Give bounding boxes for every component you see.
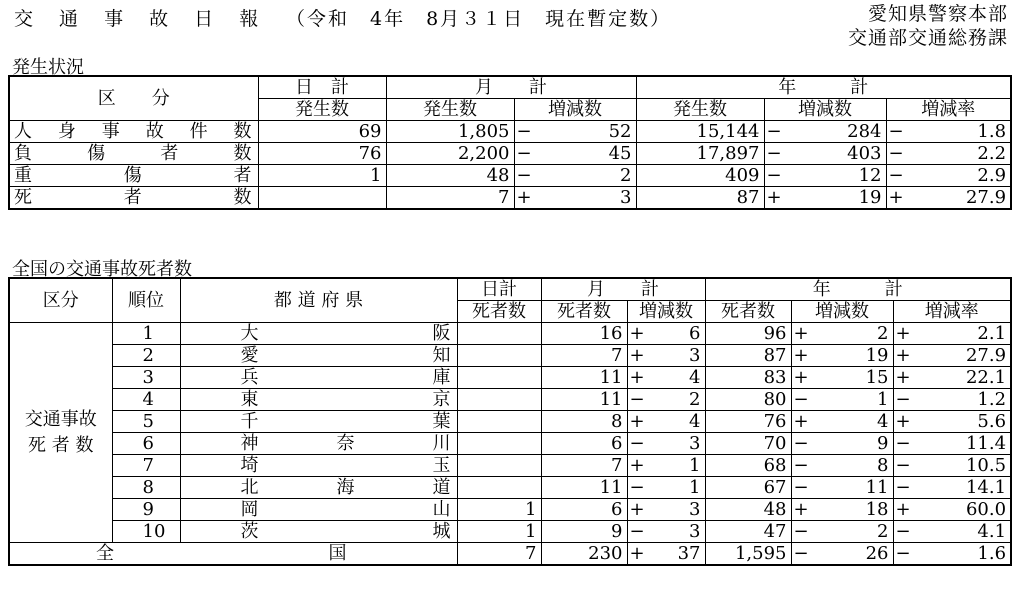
organization	[848, 2, 1008, 50]
yearly-chg: 284	[782, 121, 886, 143]
prefecture-name: 兵庫	[180, 367, 457, 389]
yearly-rate: 1.8	[904, 121, 1011, 143]
rate-sign: −	[893, 521, 911, 543]
yearly-occ: 17,897	[636, 143, 764, 165]
yearly-dead: 87	[705, 345, 791, 367]
monthly-dead: 7	[541, 345, 627, 367]
occurrence-row	[9, 121, 1011, 143]
rank: 2	[112, 345, 180, 367]
row-label: 重傷者	[9, 165, 258, 187]
prefecture-row	[9, 499, 1011, 521]
yearly-sign: +	[791, 499, 809, 521]
yearly-dead: 76	[705, 411, 791, 433]
header-monthly: 月 計	[386, 76, 636, 99]
yearly-chg: 1	[809, 389, 893, 411]
prefecture-row	[9, 411, 1011, 433]
monthly-sign: +	[627, 411, 645, 433]
subheader-daily-occ: 発生数	[258, 99, 386, 121]
monthly-chg: 6	[645, 323, 705, 345]
section-title-occurrence: 発生状況	[12, 57, 84, 78]
rate-sign: +	[893, 499, 911, 521]
yearly-sign: −	[791, 433, 809, 455]
rate-sign: −	[893, 455, 911, 477]
rank: 6	[112, 433, 180, 455]
org-line-1: 愛知県警察本部	[867, 3, 1008, 25]
monthly-chg: 3	[645, 521, 705, 543]
monthly-occ: 48	[386, 165, 514, 187]
yearly-sign: −	[791, 455, 809, 477]
prefecture-name: 岡山	[180, 499, 457, 521]
monthly-chg: 2	[532, 165, 636, 187]
monthly-dead: 6	[541, 433, 627, 455]
prefecture-name: 埼玉	[180, 455, 457, 477]
yearly-occ: 87	[636, 187, 764, 210]
rate-sign: −	[886, 165, 904, 187]
monthly-dead: 9	[541, 521, 627, 543]
monthly-sign: +	[627, 345, 645, 367]
header-daily: 日 計	[258, 76, 386, 99]
monthly-sign: −	[514, 121, 532, 143]
header-prefecture: 都 道 府 県	[180, 278, 457, 323]
yearly-chg: 15	[809, 367, 893, 389]
subheader-yearly-dead: 死者数	[705, 301, 791, 323]
daily-dead	[457, 389, 541, 411]
monthly-sign: +	[627, 455, 645, 477]
rate-sign: −	[893, 389, 911, 411]
yearly-sign: +	[791, 323, 809, 345]
monthly-dead: 16	[541, 323, 627, 345]
yearly-dead: 83	[705, 367, 791, 389]
yearly-rate: 60.0	[911, 499, 1011, 521]
yearly-sign: +	[791, 345, 809, 367]
yearly-occ: 409	[636, 165, 764, 187]
rank: 3	[112, 367, 180, 389]
yearly-sign: +	[791, 367, 809, 389]
yearly-sign: −	[764, 143, 782, 165]
daily-occ	[258, 187, 386, 210]
occurrence-row	[9, 165, 1011, 187]
monthly-occ: 2,200	[386, 143, 514, 165]
monthly-sign: +	[627, 499, 645, 521]
yearly-rate: 10.5	[911, 455, 1011, 477]
yearly-rate: 14.1	[911, 477, 1011, 499]
monthly-sign: +	[627, 323, 645, 345]
yearly-rate: 27.9	[911, 345, 1011, 367]
yearly-sign: −	[791, 477, 809, 499]
monthly-sign: −	[627, 521, 645, 543]
header-kubun: 区分	[9, 278, 112, 323]
header-yearly: 年 計	[705, 278, 1011, 301]
yearly-dead: 67	[705, 477, 791, 499]
total-y-chg: 26	[809, 543, 893, 566]
yearly-chg: 403	[782, 143, 886, 165]
prefecture-name: 大阪	[180, 323, 457, 345]
prefecture-row	[9, 433, 1011, 455]
subheader-yearly-rate: 増減率	[893, 301, 1011, 323]
occurrence-row	[9, 143, 1011, 165]
rate-sign: +	[893, 323, 911, 345]
daily-dead	[457, 455, 541, 477]
rank: 5	[112, 411, 180, 433]
total-m-chg: 37	[645, 543, 705, 566]
yearly-dead: 80	[705, 389, 791, 411]
yearly-dead: 70	[705, 433, 791, 455]
row-label: 負傷者数	[9, 143, 258, 165]
subheader-yearly-rate: 増減率	[886, 99, 1011, 121]
yearly-chg: 9	[809, 433, 893, 455]
prefecture-name: 千葉	[180, 411, 457, 433]
subheader-daily-dead: 死者数	[457, 301, 541, 323]
monthly-chg: 1	[645, 455, 705, 477]
yearly-rate: 4.1	[911, 521, 1011, 543]
yearly-dead: 48	[705, 499, 791, 521]
yearly-dead: 47	[705, 521, 791, 543]
report-date: （令和 4年 8月３１日 現在暫定数）	[286, 8, 672, 30]
monthly-sign: +	[627, 367, 645, 389]
yearly-rate: 1.2	[911, 389, 1011, 411]
row-label: 人身事故件数	[9, 121, 258, 143]
subheader-monthly-chg: 増減数	[627, 301, 705, 323]
prefecture-row	[9, 521, 1011, 543]
rate-sign: +	[893, 411, 911, 433]
yearly-rate: 2.1	[911, 323, 1011, 345]
total-y-dead: 1,595	[705, 543, 791, 566]
yearly-dead: 68	[705, 455, 791, 477]
rank: 10	[112, 521, 180, 543]
monthly-chg: 4	[645, 411, 705, 433]
rank: 8	[112, 477, 180, 499]
daily-dead	[457, 433, 541, 455]
prefecture-name: 北海道	[180, 477, 457, 499]
monthly-chg: 3	[645, 433, 705, 455]
yearly-sign: −	[791, 521, 809, 543]
daily-dead	[457, 477, 541, 499]
rate-sign: +	[893, 345, 911, 367]
daily-dead	[457, 345, 541, 367]
header-rank: 順位	[112, 278, 180, 323]
header-daily: 日計	[457, 278, 541, 301]
yearly-chg: 8	[809, 455, 893, 477]
subheader-monthly-chg: 増減数	[514, 99, 636, 121]
prefecture-name: 愛知	[180, 345, 457, 367]
yearly-rate: 27.9	[904, 187, 1011, 210]
monthly-chg: 3	[532, 187, 636, 210]
yearly-chg: 2	[809, 521, 893, 543]
monthly-dead: 11	[541, 389, 627, 411]
header-monthly: 月 計	[541, 278, 705, 301]
subheader-monthly-occ: 発生数	[386, 99, 514, 121]
monthly-dead: 11	[541, 367, 627, 389]
monthly-occ: 1,805	[386, 121, 514, 143]
yearly-rate: 2.2	[904, 143, 1011, 165]
row-label: 死者数	[9, 187, 258, 210]
monthly-chg: 45	[532, 143, 636, 165]
yearly-rate: 22.1	[911, 367, 1011, 389]
prefecture-name: 茨城	[180, 521, 457, 543]
yearly-chg: 4	[809, 411, 893, 433]
subheader-yearly-chg: 増減数	[791, 301, 893, 323]
monthly-dead: 7	[541, 455, 627, 477]
report-title: 交 通 事 故 日 報	[14, 8, 269, 30]
daily-dead: 1	[457, 521, 541, 543]
daily-occ: 76	[258, 143, 386, 165]
monthly-sign: −	[627, 477, 645, 499]
yearly-chg: 12	[782, 165, 886, 187]
monthly-chg: 52	[532, 121, 636, 143]
yearly-rate: 2.9	[904, 165, 1011, 187]
subheader-yearly-occ: 発生数	[636, 99, 764, 121]
prefecture-name: 神奈川	[180, 433, 457, 455]
occurrence-table	[8, 75, 1012, 210]
fatalities-table	[8, 277, 1012, 566]
monthly-chg: 1	[645, 477, 705, 499]
monthly-sign: −	[514, 143, 532, 165]
total-m-sign: +	[627, 543, 645, 566]
daily-occ: 69	[258, 121, 386, 143]
prefecture-name: 東京	[180, 389, 457, 411]
daily-dead: 1	[457, 499, 541, 521]
monthly-dead: 8	[541, 411, 627, 433]
daily-dead	[457, 367, 541, 389]
daily-occ: 1	[258, 165, 386, 187]
total-m-dead: 230	[541, 543, 627, 566]
monthly-sign: −	[514, 165, 532, 187]
subheader-monthly-dead: 死者数	[541, 301, 627, 323]
rate-sign: −	[893, 477, 911, 499]
rate-sign: +	[893, 367, 911, 389]
total-daily: 7	[457, 543, 541, 566]
total-rate: 1.6	[911, 543, 1011, 566]
yearly-chg: 11	[809, 477, 893, 499]
yearly-dead: 96	[705, 323, 791, 345]
prefecture-row	[9, 477, 1011, 499]
total-label: 全国	[9, 543, 457, 566]
monthly-chg: 3	[645, 499, 705, 521]
rank: 4	[112, 389, 180, 411]
prefecture-row	[9, 389, 1011, 411]
yearly-sign: −	[764, 165, 782, 187]
rate-sign: −	[886, 143, 904, 165]
yearly-chg: 19	[809, 345, 893, 367]
yearly-chg: 19	[782, 187, 886, 210]
yearly-sign: −	[764, 121, 782, 143]
header-yearly: 年 計	[636, 76, 1011, 99]
group-label: 交通事故 死 者 数	[9, 323, 112, 543]
monthly-chg: 4	[645, 367, 705, 389]
prefecture-row	[9, 455, 1011, 477]
rank: 9	[112, 499, 180, 521]
monthly-chg: 2	[645, 389, 705, 411]
rate-sign: −	[886, 121, 904, 143]
monthly-dead: 6	[541, 499, 627, 521]
header-kubun: 区 分	[9, 76, 258, 121]
total-r-sign: −	[893, 543, 911, 566]
monthly-sign: −	[627, 389, 645, 411]
yearly-sign: +	[791, 411, 809, 433]
yearly-rate: 11.4	[911, 433, 1011, 455]
rate-sign: −	[893, 433, 911, 455]
yearly-occ: 15,144	[636, 121, 764, 143]
prefecture-row	[9, 345, 1011, 367]
occurrence-row	[9, 187, 1011, 210]
section-title-fatalities: 全国の交通事故死者数	[12, 259, 192, 280]
yearly-rate: 5.6	[911, 411, 1011, 433]
rank: 1	[112, 323, 180, 345]
daily-dead	[457, 323, 541, 345]
monthly-sign: +	[514, 187, 532, 210]
yearly-chg: 18	[809, 499, 893, 521]
yearly-chg: 2	[809, 323, 893, 345]
prefecture-row	[9, 323, 1011, 345]
monthly-sign: −	[627, 433, 645, 455]
total-y-sign: −	[791, 543, 809, 566]
monthly-dead: 11	[541, 477, 627, 499]
subheader-yearly-chg: 増減数	[764, 99, 886, 121]
org-line-2: 交通部交通総務課	[847, 27, 1008, 49]
yearly-sign: +	[764, 187, 782, 210]
monthly-occ: 7	[386, 187, 514, 210]
monthly-chg: 3	[645, 345, 705, 367]
prefecture-row	[9, 367, 1011, 389]
yearly-sign: −	[791, 389, 809, 411]
rate-sign: +	[886, 187, 904, 210]
daily-dead	[457, 411, 541, 433]
rank: 7	[112, 455, 180, 477]
total-row	[9, 543, 1011, 566]
